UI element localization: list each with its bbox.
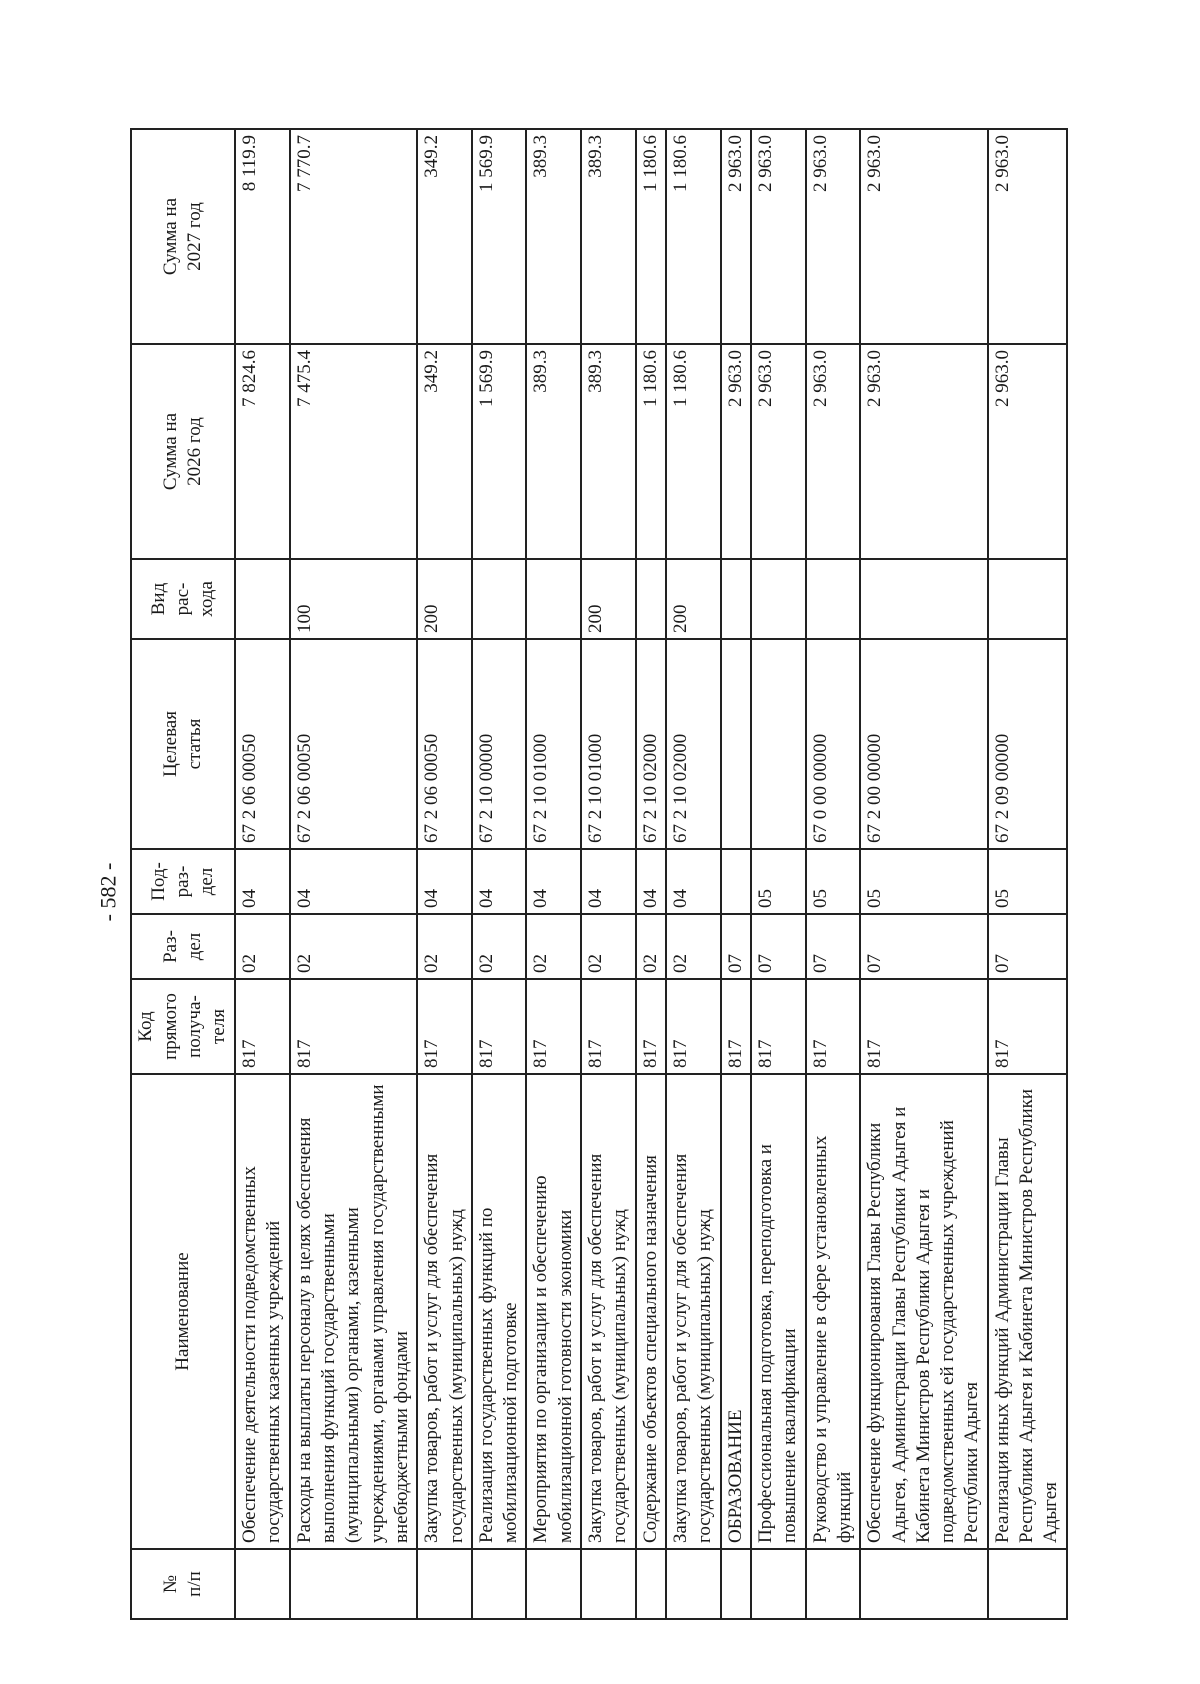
cell-target-article: 67 2 10 01000: [526, 639, 581, 849]
table-row: [290, 129, 418, 1619]
table-row: [860, 129, 988, 1619]
cell-recipient-code: 817: [666, 979, 721, 1074]
cell-target-article: 67 2 10 00000: [472, 639, 527, 849]
cell-num: [526, 1549, 581, 1619]
table-row: [526, 129, 581, 1619]
table-row: [751, 129, 806, 1619]
cell-expense-type: [751, 559, 806, 639]
table-row: [988, 129, 1067, 1619]
cell-section: 07: [751, 914, 806, 979]
cell-name: Мероприятия по организации и обеспечению мобилизационной готовности экономики: [526, 1074, 581, 1549]
cell-num: [751, 1549, 806, 1619]
cell-expense-type: [806, 559, 861, 639]
cell-target-article: 67 2 10 01000: [581, 639, 636, 849]
table-row: [472, 129, 527, 1619]
cell-subsection: 05: [988, 849, 1067, 914]
cell-section: 02: [235, 914, 290, 979]
page-number-text: - 582 -: [95, 862, 120, 922]
cell-name: Профессиональная подготовка, переподготовка и повышение квалификации: [751, 1074, 806, 1549]
cell-sum-2027: 8 119.9: [235, 129, 290, 344]
cell-recipient-code: 817: [235, 979, 290, 1074]
cell-name: Реализация государственных функций по мобилизационной подготовке: [472, 1074, 527, 1549]
cell-num: [666, 1549, 721, 1619]
cell-subsection: 05: [751, 849, 806, 914]
cell-num: [472, 1549, 527, 1619]
cell-sum-2027: 1 180.6: [636, 129, 666, 344]
cell-recipient-code: 817: [417, 979, 472, 1074]
cell-section: 02: [581, 914, 636, 979]
cell-subsection: 04: [417, 849, 472, 914]
header-subsection: Под- раз- дел: [131, 849, 235, 914]
table-row: [235, 129, 290, 1619]
cell-section: 02: [636, 914, 666, 979]
cell-expense-type: [721, 559, 751, 639]
cell-sum-2027: 7 770.7: [290, 129, 418, 344]
cell-recipient-code: 817: [581, 979, 636, 1074]
table-row: [636, 129, 666, 1619]
header-name: Наименование: [131, 1074, 235, 1549]
cell-sum-2026: 2 963.0: [860, 344, 988, 559]
cell-num: [988, 1549, 1067, 1619]
header-expense-type: Вид рас- хода: [131, 559, 235, 639]
header-section: Раз- дел: [131, 914, 235, 979]
cell-target-article: 67 2 09 00000: [988, 639, 1067, 849]
cell-sum-2026: 2 963.0: [751, 344, 806, 559]
header-num: № п/п: [131, 1549, 235, 1619]
cell-name: Расходы на выплаты персоналу в целях обеспечения выполнения функций государственными (муниципальными) органами, казенными учреждениями, органами управления государственными внебюджетными фондами: [290, 1074, 418, 1549]
cell-target-article: 67 0 00 00000: [806, 639, 861, 849]
header-sum-2026: Сумма на 2026 год: [131, 344, 235, 559]
table-body: [235, 129, 1067, 1619]
cell-expense-type: 100: [290, 559, 418, 639]
cell-num: [417, 1549, 472, 1619]
cell-section: 07: [860, 914, 988, 979]
cell-section: 07: [988, 914, 1067, 979]
table-row: [666, 129, 721, 1619]
cell-sum-2027: 389.3: [581, 129, 636, 344]
cell-sum-2027: 2 963.0: [988, 129, 1067, 344]
cell-subsection: 04: [472, 849, 527, 914]
cell-expense-type: 200: [417, 559, 472, 639]
header-target-article: Целевая статья: [131, 639, 235, 849]
cell-sum-2026: 7 824.6: [235, 344, 290, 559]
cell-section: 02: [666, 914, 721, 979]
cell-sum-2026: 2 963.0: [721, 344, 751, 559]
cell-sum-2026: 2 963.0: [806, 344, 861, 559]
cell-target-article: [751, 639, 806, 849]
cell-name: Руководство и управление в сфере установленных функций: [806, 1074, 861, 1549]
cell-expense-type: 200: [581, 559, 636, 639]
page-number: [88, 842, 128, 942]
table-row: [417, 129, 472, 1619]
cell-sum-2026: 1 569.9: [472, 344, 527, 559]
cell-expense-type: [636, 559, 666, 639]
cell-sum-2026: 389.3: [526, 344, 581, 559]
cell-sum-2027: 349.2: [417, 129, 472, 344]
cell-section: 07: [721, 914, 751, 979]
cell-sum-2027: 1 180.6: [666, 129, 721, 344]
table-row: [581, 129, 636, 1619]
cell-sum-2026: 1 180.6: [636, 344, 666, 559]
header-recipient-code: Код прямого получа- теля: [131, 979, 235, 1074]
cell-num: [721, 1549, 751, 1619]
cell-expense-type: [472, 559, 527, 639]
cell-recipient-code: 817: [526, 979, 581, 1074]
cell-sum-2027: 1 569.9: [472, 129, 527, 344]
cell-subsection: 05: [860, 849, 988, 914]
cell-sum-2027: 389.3: [526, 129, 581, 344]
cell-sum-2026: 7 475.4: [290, 344, 418, 559]
cell-name: Закупка товаров, работ и услуг для обеспечения государственных (муниципальных) нужд: [417, 1074, 472, 1549]
cell-recipient-code: 817: [636, 979, 666, 1074]
cell-expense-type: 200: [666, 559, 721, 639]
cell-name: Обеспечение деятельности подведомственных государственных казенных учреждений: [235, 1074, 290, 1549]
cell-subsection: 05: [806, 849, 861, 914]
cell-subsection: 04: [581, 849, 636, 914]
cell-target-article: 67 2 10 02000: [636, 639, 666, 849]
cell-sum-2027: 2 963.0: [806, 129, 861, 344]
table-row: [721, 129, 751, 1619]
cell-num: [860, 1549, 988, 1619]
cell-sum-2026: 349.2: [417, 344, 472, 559]
cell-recipient-code: 817: [860, 979, 988, 1074]
cell-recipient-code: 817: [290, 979, 418, 1074]
cell-expense-type: [526, 559, 581, 639]
cell-num: [235, 1549, 290, 1619]
cell-sum-2026: 2 963.0: [988, 344, 1067, 559]
cell-sum-2027: 2 963.0: [860, 129, 988, 344]
cell-subsection: 04: [526, 849, 581, 914]
cell-sum-2026: 389.3: [581, 344, 636, 559]
table-row: [806, 129, 861, 1619]
cell-subsection: 04: [636, 849, 666, 914]
cell-subsection: 04: [666, 849, 721, 914]
cell-section: 02: [290, 914, 418, 979]
cell-subsection: [721, 849, 751, 914]
cell-num: [290, 1549, 418, 1619]
rotated-page-content: [130, 130, 1062, 1620]
cell-recipient-code: 817: [721, 979, 751, 1074]
cell-recipient-code: 817: [751, 979, 806, 1074]
cell-num: [581, 1549, 636, 1619]
cell-target-article: 67 2 00 00000: [860, 639, 988, 849]
cell-name: Закупка товаров, работ и услуг для обеспечения государственных (муниципальных) нужд: [581, 1074, 636, 1549]
cell-num: [806, 1549, 861, 1619]
cell-recipient-code: 817: [806, 979, 861, 1074]
cell-expense-type: [235, 559, 290, 639]
cell-target-article: [721, 639, 751, 849]
cell-section: 02: [417, 914, 472, 979]
cell-section: 07: [806, 914, 861, 979]
cell-name: ОБРАЗОВАНИЕ: [721, 1074, 751, 1549]
cell-subsection: 04: [290, 849, 418, 914]
cell-recipient-code: 817: [988, 979, 1067, 1074]
budget-table: [130, 128, 1068, 1620]
cell-name: Содержание объектов специального назначения: [636, 1074, 666, 1549]
cell-section: 02: [526, 914, 581, 979]
cell-expense-type: [988, 559, 1067, 639]
cell-num: [636, 1549, 666, 1619]
header-sum-2027: Сумма на 2027 год: [131, 129, 235, 344]
table-header-row: [131, 129, 235, 1619]
cell-target-article: 67 2 06 00050: [290, 639, 418, 849]
cell-subsection: 04: [235, 849, 290, 914]
cell-expense-type: [860, 559, 988, 639]
cell-sum-2027: 2 963.0: [721, 129, 751, 344]
cell-section: 02: [472, 914, 527, 979]
cell-name: Реализация иных функций Администрации Главы Республики Адыгея и Кабинета Министров Республики Адыгея: [988, 1074, 1067, 1549]
cell-target-article: 67 2 06 00050: [417, 639, 472, 849]
cell-name: Обеспечение функционирования Главы Республики Адыгея, Администрации Главы Республики Адыгея и Кабинета Министров Республики Адыгея и подведомственных ей государственных учреждений Республики Адыгея: [860, 1074, 988, 1549]
cell-sum-2027: 2 963.0: [751, 129, 806, 344]
cell-name: Закупка товаров, работ и услуг для обеспечения государственных (муниципальных) нужд: [666, 1074, 721, 1549]
cell-sum-2026: 1 180.6: [666, 344, 721, 559]
cell-target-article: 67 2 10 02000: [666, 639, 721, 849]
cell-target-article: 67 2 06 00050: [235, 639, 290, 849]
cell-recipient-code: 817: [472, 979, 527, 1074]
